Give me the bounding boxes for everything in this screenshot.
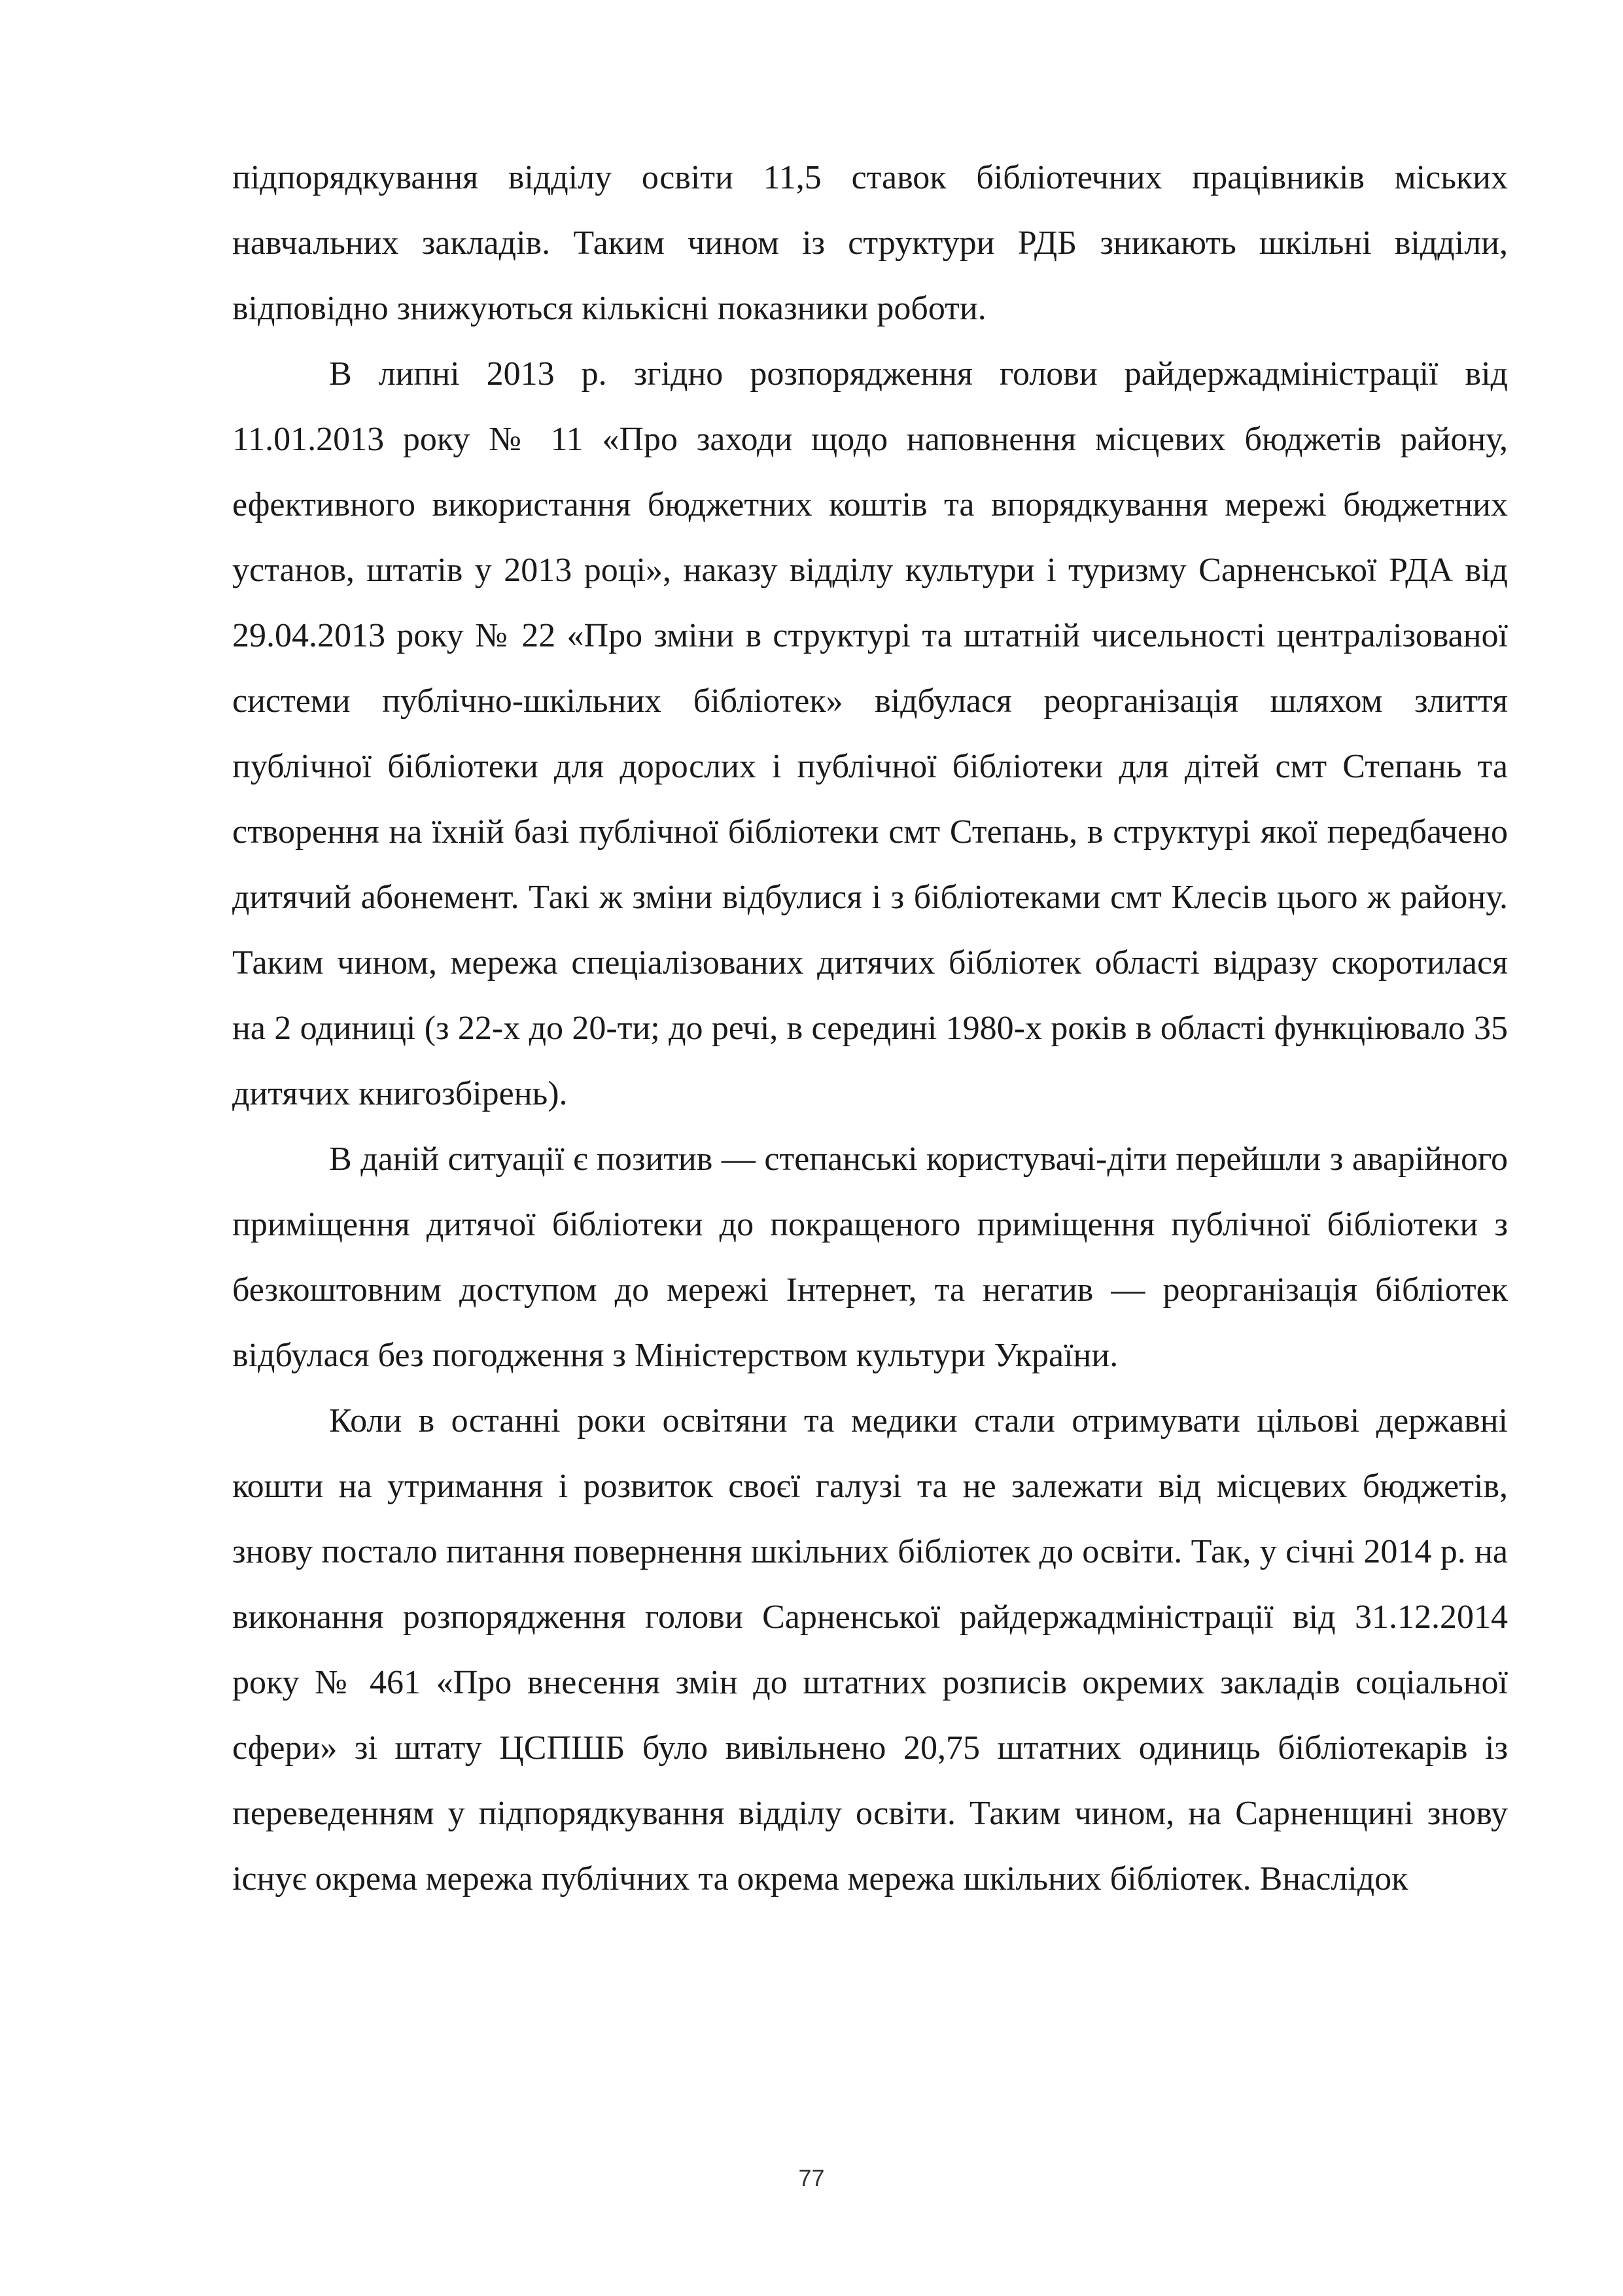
body-text (232, 145, 1508, 1912)
paragraph-2: В липні 2013 р. згідно розпорядження голови райдержадміністрації від 11.01.2013 року № 11 «Про заходи щодо наповнення місцевих бюджетів району, ефективного використання бюджетних коштів та впорядкування мережі бюджетних установ, штатів у 2013 році», наказу відділу культури і туризму Сарненської РДА від 29.04.2013 року № 22 «Про зміни в структурі та штатній чисельності централізованої системи публічно-шкільних бібліотек» відбулася реорганізація шляхом злиття публічної бібліотеки для дорослих і публічної бібліотеки для дітей смт Степань та створення на їхній базі публічної бібліотеки смт Степань, в структурі якої передбачено дитячий абонемент. Такі ж зміни відбулися і з бібліотеками смт Клесів цього ж району. Таким чином, мережа спеціалізованих дитячих бібліотек області відразу скоротилася на 2 одиниці (з 22-х до 20-ти; до речі, в середині 1980-х років в області функціювало 35 дитячих книгозбірень). (232, 355, 1508, 1112)
page-number: 77 (798, 2164, 825, 2191)
paragraph-3: В даній ситуації є позитив — степанські користувачі-діти перейшли з аварійного приміщення дитячої бібліотеки до покращеного приміщення публічної бібліотеки з безкоштовним доступом до мережі Інтернет, та негатив — реорганізація бібліотек відбулася без погодження з Міністерством культури України. (232, 1140, 1508, 1374)
paragraph-1: підпорядкування відділу освіти 11,5 ставок бібліотечних працівників міських навчальних закладів. Таким чином із структури РДБ зникають шкільні відділи, відповідно знижуються кількісні показники роботи. (232, 159, 1508, 327)
paragraph-4: Коли в останні роки освітяни та медики стали отримувати цільові державні кошти на утримання і розвиток своєї галузі та не залежати від місцевих бюджетів, знову постало питання повернення шкільних бібліотек до освіти. Так, у січні 2014 р. на виконання розпорядження голови Сарненської райдержадміністрації від 31.12.2014 року № 461 «Про внесення змін до штатних розписів окремих закладів соціальної сфери» зі штату ЦСПШБ було вивільнено 20,75 штатних одиниць бібліотекарів із переведенням у підпорядкування відділу освіти. Таким чином, на Сарненщині знову існує окрема мережа публічних та окрема мережа шкільних бібліотек. Внаслідок (232, 1402, 1508, 1898)
